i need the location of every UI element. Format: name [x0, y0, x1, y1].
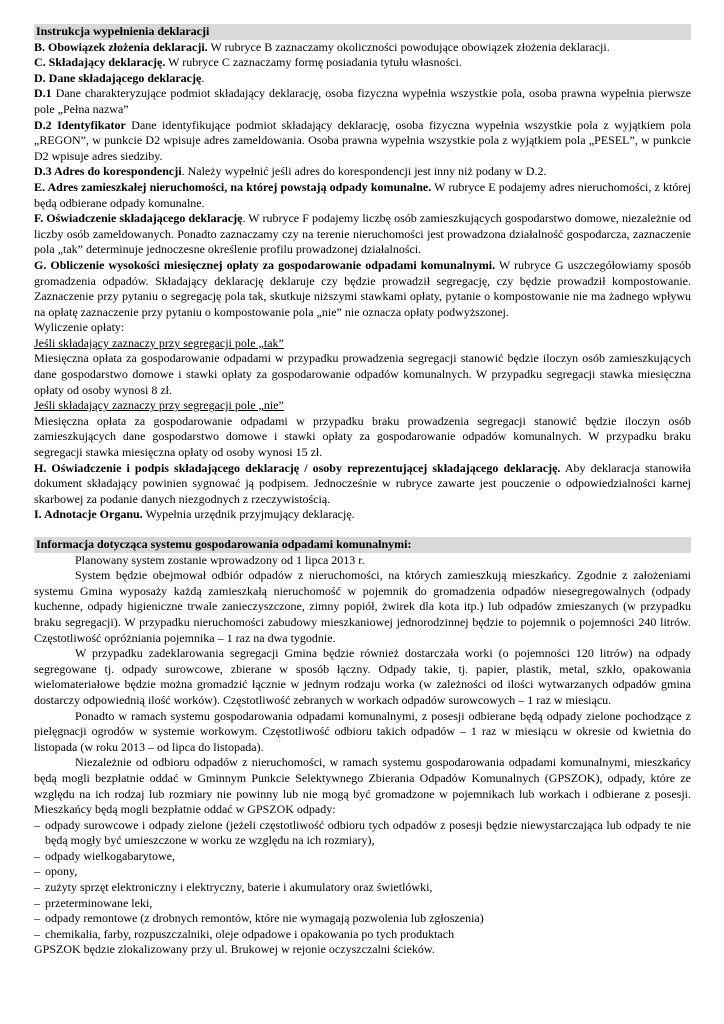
instruction-label: D. Dane składającego deklarację — [34, 70, 202, 85]
instruction-label: G. Obliczenie wysokości miesięcznej opłaty za gospodarowanie odpadami komunalnymi. — [34, 257, 496, 272]
instruction-text: W rubryce C zaznaczamy formę posiadania tytułu własności. — [165, 55, 462, 70]
case-no-text: Miesięczna opłata za gospodarowanie odpadami w przypadku braku prowadzenia segregacji stanowić będzie iloczyn osób zamieszkujących dane gospodarstwo domowe i stawki opłaty za gospodarowanie odpadów komunalnych. W przypadku braku segregacji stawka miesięczna opłaty od osoby wynosi 15 zł. — [34, 413, 691, 460]
instruction-label: D.3 Adres do korespondencji — [34, 164, 182, 179]
instruction-d3 — [34, 164, 691, 180]
instruction-label: E. Adres zamieszkałej nieruchomości, na której powstają odpady komunalne. — [34, 179, 432, 194]
list-item: – zużyty sprzęt elektroniczny i elektryczny, baterie i akumulatory oraz świetlówki, — [34, 880, 691, 896]
instruction-text: Aby deklaracja stanowiła dokument składający powinien sygnować ją podpisem. Jednocześnie w rubryce zawarte jest pouczenie o odpowiedzialności karnej skarbowej za podanie danych niezgodnych z rzeczywistością. — [34, 460, 692, 506]
system-info-heading: Informacja dotycząca systemu gospodarowania odpadami komunalnymi: — [34, 537, 691, 553]
instruction-h — [34, 461, 691, 508]
instructions-heading: Instrukcja wypełnienia deklaracji — [34, 24, 691, 40]
instruction-e — [34, 180, 691, 211]
instruction-text: . Należy wypełnić jeśli adres do korespondencji jest inny niż podany w D.2. — [181, 164, 547, 179]
instruction-f — [34, 211, 691, 258]
instruction-b — [34, 40, 691, 56]
instruction-label: B. Obowiązek złożenia deklaracji. — [34, 39, 208, 54]
instruction-text: . W rubryce F podajemy liczbę osób zamieszkujących gospodarstwo domowe, niezależnie od liczby osób zameldowanych. Ponadto zaznaczamy czy na terenie nieruchomości jest prowadzona działalność gospodarcza, zaznaczenie pola „tak” determinuje jednoczesne określenie profilu prowadzonej działalności. — [34, 211, 692, 257]
system-paragraph: Ponadto w ramach systemu gospodarowania odpadami komunalnymi, z posesji odbierane będą odpady zielone pochodzące z pielęgnacji ogrodów w systemie workowym. Częstotliwość odbioru takich odpadów – 1 raz w miesiącu w okresie od kwietnia do listopada (w roku 2013 – od lipca do listopada). — [34, 708, 691, 754]
instruction-c — [34, 55, 691, 71]
list-item: – opony, — [34, 864, 691, 880]
instruction-d1 — [34, 86, 691, 117]
system-paragraph: Niezależnie od odbioru odpadów z nieruchomości, w ramach systemu gospodarowania odpadami komunalnymi, mieszkańcy będą mogli bezpłatnie oddać w Gminnym Punkcie Selektywnego Zbierania Odpadów Komunalnych (GPSZOK), odpady, które ze względu na ich rodzaj lub rozmiary nie powinny lub nie mogą być gromadzone w pojemnikach lub workach i odbierane z posesji. Mieszkańcy będą mogli bezpłatnie oddać w GPSZOK odpady: — [34, 755, 691, 817]
instruction-d2 — [34, 118, 691, 165]
instruction-text: . — [201, 70, 205, 85]
list-item: – odpady surowcowe i odpady zielone (jeżeli częstotliwość odbioru tych odpadów z posesji będzie niewystarczająca lub odpady te nie będą mogły być umieszczone w worku ze względu na ich rozmiary), — [34, 818, 691, 849]
instruction-label: I. Adnotacje Organu. — [34, 507, 143, 522]
instruction-i — [34, 507, 691, 523]
section-spacer — [34, 523, 691, 537]
instruction-d — [34, 71, 691, 87]
list-item: – odpady wielkogabarytowe, — [34, 849, 691, 865]
list-item: – przeterminowane leki, — [34, 896, 691, 912]
instruction-text: W rubryce E podajemy adres nieruchomości, z której będą odbierane odpady komunalne. — [34, 179, 691, 210]
list-item: – chemikalia, farby, rozpuszczalniki, oleje odpadowe i opakowania po tych produktach — [34, 927, 691, 943]
instruction-text: Dane identyfikujące podmiot składający deklarację, osoba fizyczna wypełnia wszystkie pola z wyjątkiem pola „REGON”, w punkcie D2 wpisuje adres zameldowania. Osoba prawna wypełnia wszystkie pola z wyjątkiem pola „PESEL”, w punkcie D2 wpisuje adres siedziby. — [34, 117, 692, 163]
fee-calculation-title: Wyliczenie opłaty: — [34, 320, 125, 335]
gpszok-location: GPSZOK będzie zlokalizowany przy ul. Brukowej w rejonie oczyszczalni ścieków. — [34, 942, 435, 957]
gpszok-waste-list — [34, 818, 691, 943]
instruction-text: W rubryce G uszczegółowiamy sposób gromadzenia odpadów. Składający deklarację deklaruje czy będzie prowadził segregację, czy będzie prowadził kompostowanie. Zaznaczenie przy pytaniu o segregację pola tak, skutkuje niższymi stawkami opłaty, pytanie o kompostowanie nie ma żadnego wpływu na opłatę zaznaczenie przy pytaniu o kompostowanie pola „nie” nie oznacza opłaty podwyższonej. — [34, 257, 691, 319]
case-no-title: Jeśli składający zaznaczy przy segregacji pole „nie” — [34, 398, 284, 413]
instruction-label: C. Składający deklarację. — [34, 55, 166, 70]
instruction-label: H. Oświadczenie i podpis składającego deklarację / osoby reprezentującej składającego deklarację. — [34, 460, 561, 475]
system-paragraph: W przypadku zadeklarowania segregacji Gmina będzie również dostarczała worki (o pojemności 120 litrów) na odpady segregowane tj. odpady surowcowe, zbierane w sposób łączny. Odpady takie, tj. papier, plastik, metal, szkło, opakowania wielomateriałowe będzie można gromadzić łącznie w jednym rodzaju worka (w zależności od ilości wytwarzanych odpadów gmina dostarczy odpowiednią ilość worków). Częstotliwość zebranych w workach odpadów surowcowych – 1 raz w miesiącu. — [34, 646, 691, 707]
instruction-label: D.1 — [34, 86, 52, 101]
case-yes-title: Jeśli składający zaznaczy przy segregacji pole „tak” — [34, 335, 284, 350]
instruction-label: D.2 Identyfikator — [34, 117, 126, 132]
instruction-text: W rubryce B zaznaczamy okoliczności powodujące obowiązek złożenia deklaracji. — [207, 39, 610, 54]
instruction-g — [34, 258, 691, 320]
instruction-label: F. Oświadczenie składającego deklarację — [34, 211, 243, 226]
system-intro: Planowany system zostanie wprowadzony od 1 lipca 2013 r. — [75, 552, 365, 567]
instruction-text: Wypełnia urzędnik przyjmujący deklarację. — [142, 507, 355, 522]
list-item: – odpady remontowe (z drobnych remontów, które nie wymagają pozwolenia lub zgłoszenia) — [34, 911, 691, 927]
case-yes-text: Miesięczna opłata za gospodarowanie odpadami w przypadku prowadzenia segregacji stanowić będzie iloczyn osób zamieszkujących dane gospodarstwo domowe i stawki opłaty za gospodarowanie odpadów komunalnych. W przypadku segregacji stawka miesięczna opłaty od osoby wynosi 8 zł. — [34, 351, 691, 397]
instruction-text: Dane charakteryzujące podmiot składający deklarację, osoba fizyczna wypełnia wszystkie pola, osoba prawna wypełnia pierwsze pole „Pełna nazwa” — [34, 86, 691, 116]
system-paragraph: System będzie obejmował odbiór odpadów z nieruchomości, na których zamieszkują mieszkańcy. Zgodnie z założeniami systemu Gmina wyposaży każdą zamieszkałą nieruchomość w pojemnik do gromadzenia odpadów niesegregowalnych (odpady kuchenne, odpady higieniczne trwale zanieczyszczone, zimny popiół, żwirek dla kota itp.) lub odpadów zmieszanych (w przypadku braku segregacji). W przypadku nieruchomości zabudowy mieszkaniowej jednorodzinnej będzie to pojemnik o pojemności 240 litrów. Częstotliwość opróżniania pojemnika – 1 raz na dwa tygodnie. — [34, 568, 691, 645]
